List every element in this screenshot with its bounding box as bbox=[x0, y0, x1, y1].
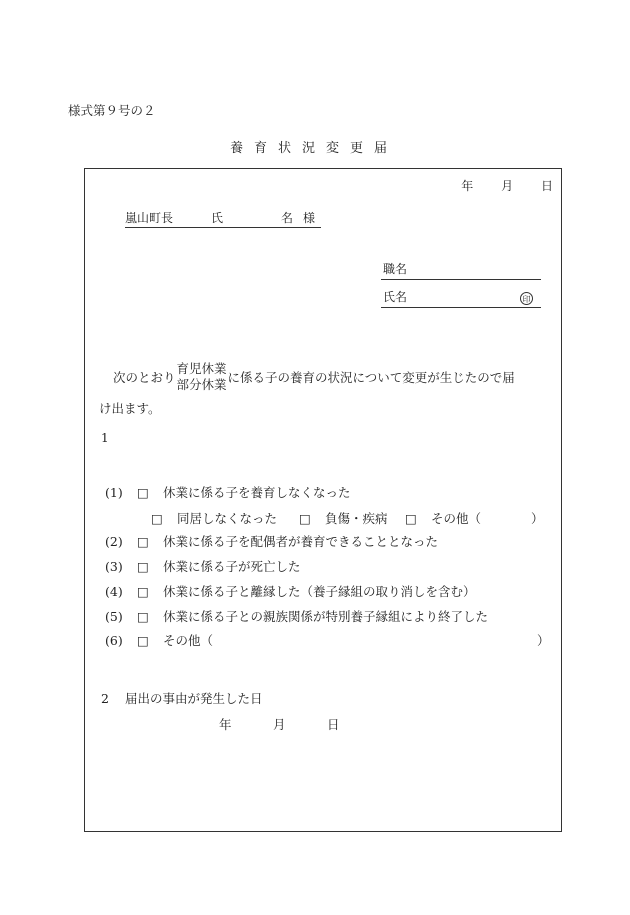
option-childcare-leave[interactable]: 育児休業 bbox=[176, 361, 227, 376]
date-year-label: 年 bbox=[461, 179, 474, 193]
signer-name-field[interactable] bbox=[381, 289, 541, 308]
page-title: 養育状況変更届 bbox=[230, 141, 399, 156]
checkbox-icon[interactable]: □ bbox=[137, 485, 149, 500]
section1-number: 1 bbox=[101, 431, 109, 445]
submission-date bbox=[461, 177, 553, 194]
option-other-close: ） bbox=[531, 511, 544, 526]
date-day-label: 日 bbox=[540, 179, 553, 193]
form-number: 様式第９号の２ bbox=[68, 103, 156, 118]
seal-icon: 印 bbox=[520, 292, 533, 305]
checkbox-icon[interactable]: □ bbox=[137, 584, 149, 599]
date-month-label: 月 bbox=[501, 179, 514, 193]
checkbox-icon[interactable]: □ bbox=[137, 609, 149, 624]
addressee-mei: 名様 bbox=[281, 211, 326, 225]
addressee-line bbox=[125, 209, 326, 228]
occurrence-date[interactable]: 年 月 日 bbox=[219, 717, 340, 732]
declaration-line2: け出ます。 bbox=[99, 401, 161, 416]
job-title-label: 職名 bbox=[383, 262, 408, 276]
option-partial-leave[interactable]: 部分休業 bbox=[176, 377, 227, 392]
checkbox-icon[interactable]: □ bbox=[151, 511, 163, 526]
checkbox-icon[interactable]: □ bbox=[137, 559, 149, 574]
addressee-uji: 氏 bbox=[211, 211, 224, 225]
item-3[interactable]: (3) □ 休業に係る子が死亡した bbox=[105, 559, 301, 574]
item-1[interactable]: (1) □ 休業に係る子を養育しなくなった bbox=[105, 485, 351, 500]
option-injury-illness: 負傷・疾病 bbox=[325, 511, 388, 526]
option-other: その他（ bbox=[431, 511, 482, 526]
option-no-cohabitation: 同居しなくなった bbox=[177, 511, 278, 526]
item-2[interactable]: (2) □ 休業に係る子を配偶者が養育できることとなった bbox=[105, 534, 439, 549]
form-box bbox=[84, 168, 562, 832]
job-title-field[interactable] bbox=[381, 261, 541, 280]
section2-heading: 2 届出の事由が発生した日 bbox=[101, 691, 263, 706]
signer-name-label: 氏名 bbox=[383, 290, 408, 304]
item-1-sub-options bbox=[151, 509, 544, 527]
item-4[interactable]: (4) □ 休業に係る子と離縁した（養子縁組の取り消しを含む） bbox=[105, 584, 476, 599]
addressee-town: 嵐山町長 bbox=[125, 211, 174, 225]
declaration-line1: 次のとおり育児休業 部分休業に係る子の養育の状況について変更が生じたので届 bbox=[113, 361, 515, 392]
checkbox-icon[interactable]: □ bbox=[299, 511, 311, 526]
checkbox-icon[interactable]: □ bbox=[137, 633, 149, 648]
item-5[interactable]: (5) □ 休業に係る子との親族関係が特別養子縁組により終了した bbox=[105, 609, 489, 624]
item-6[interactable]: (6) □ その他（ ） bbox=[105, 633, 550, 648]
checkbox-icon[interactable]: □ bbox=[405, 511, 417, 526]
checkbox-icon[interactable]: □ bbox=[137, 534, 149, 549]
